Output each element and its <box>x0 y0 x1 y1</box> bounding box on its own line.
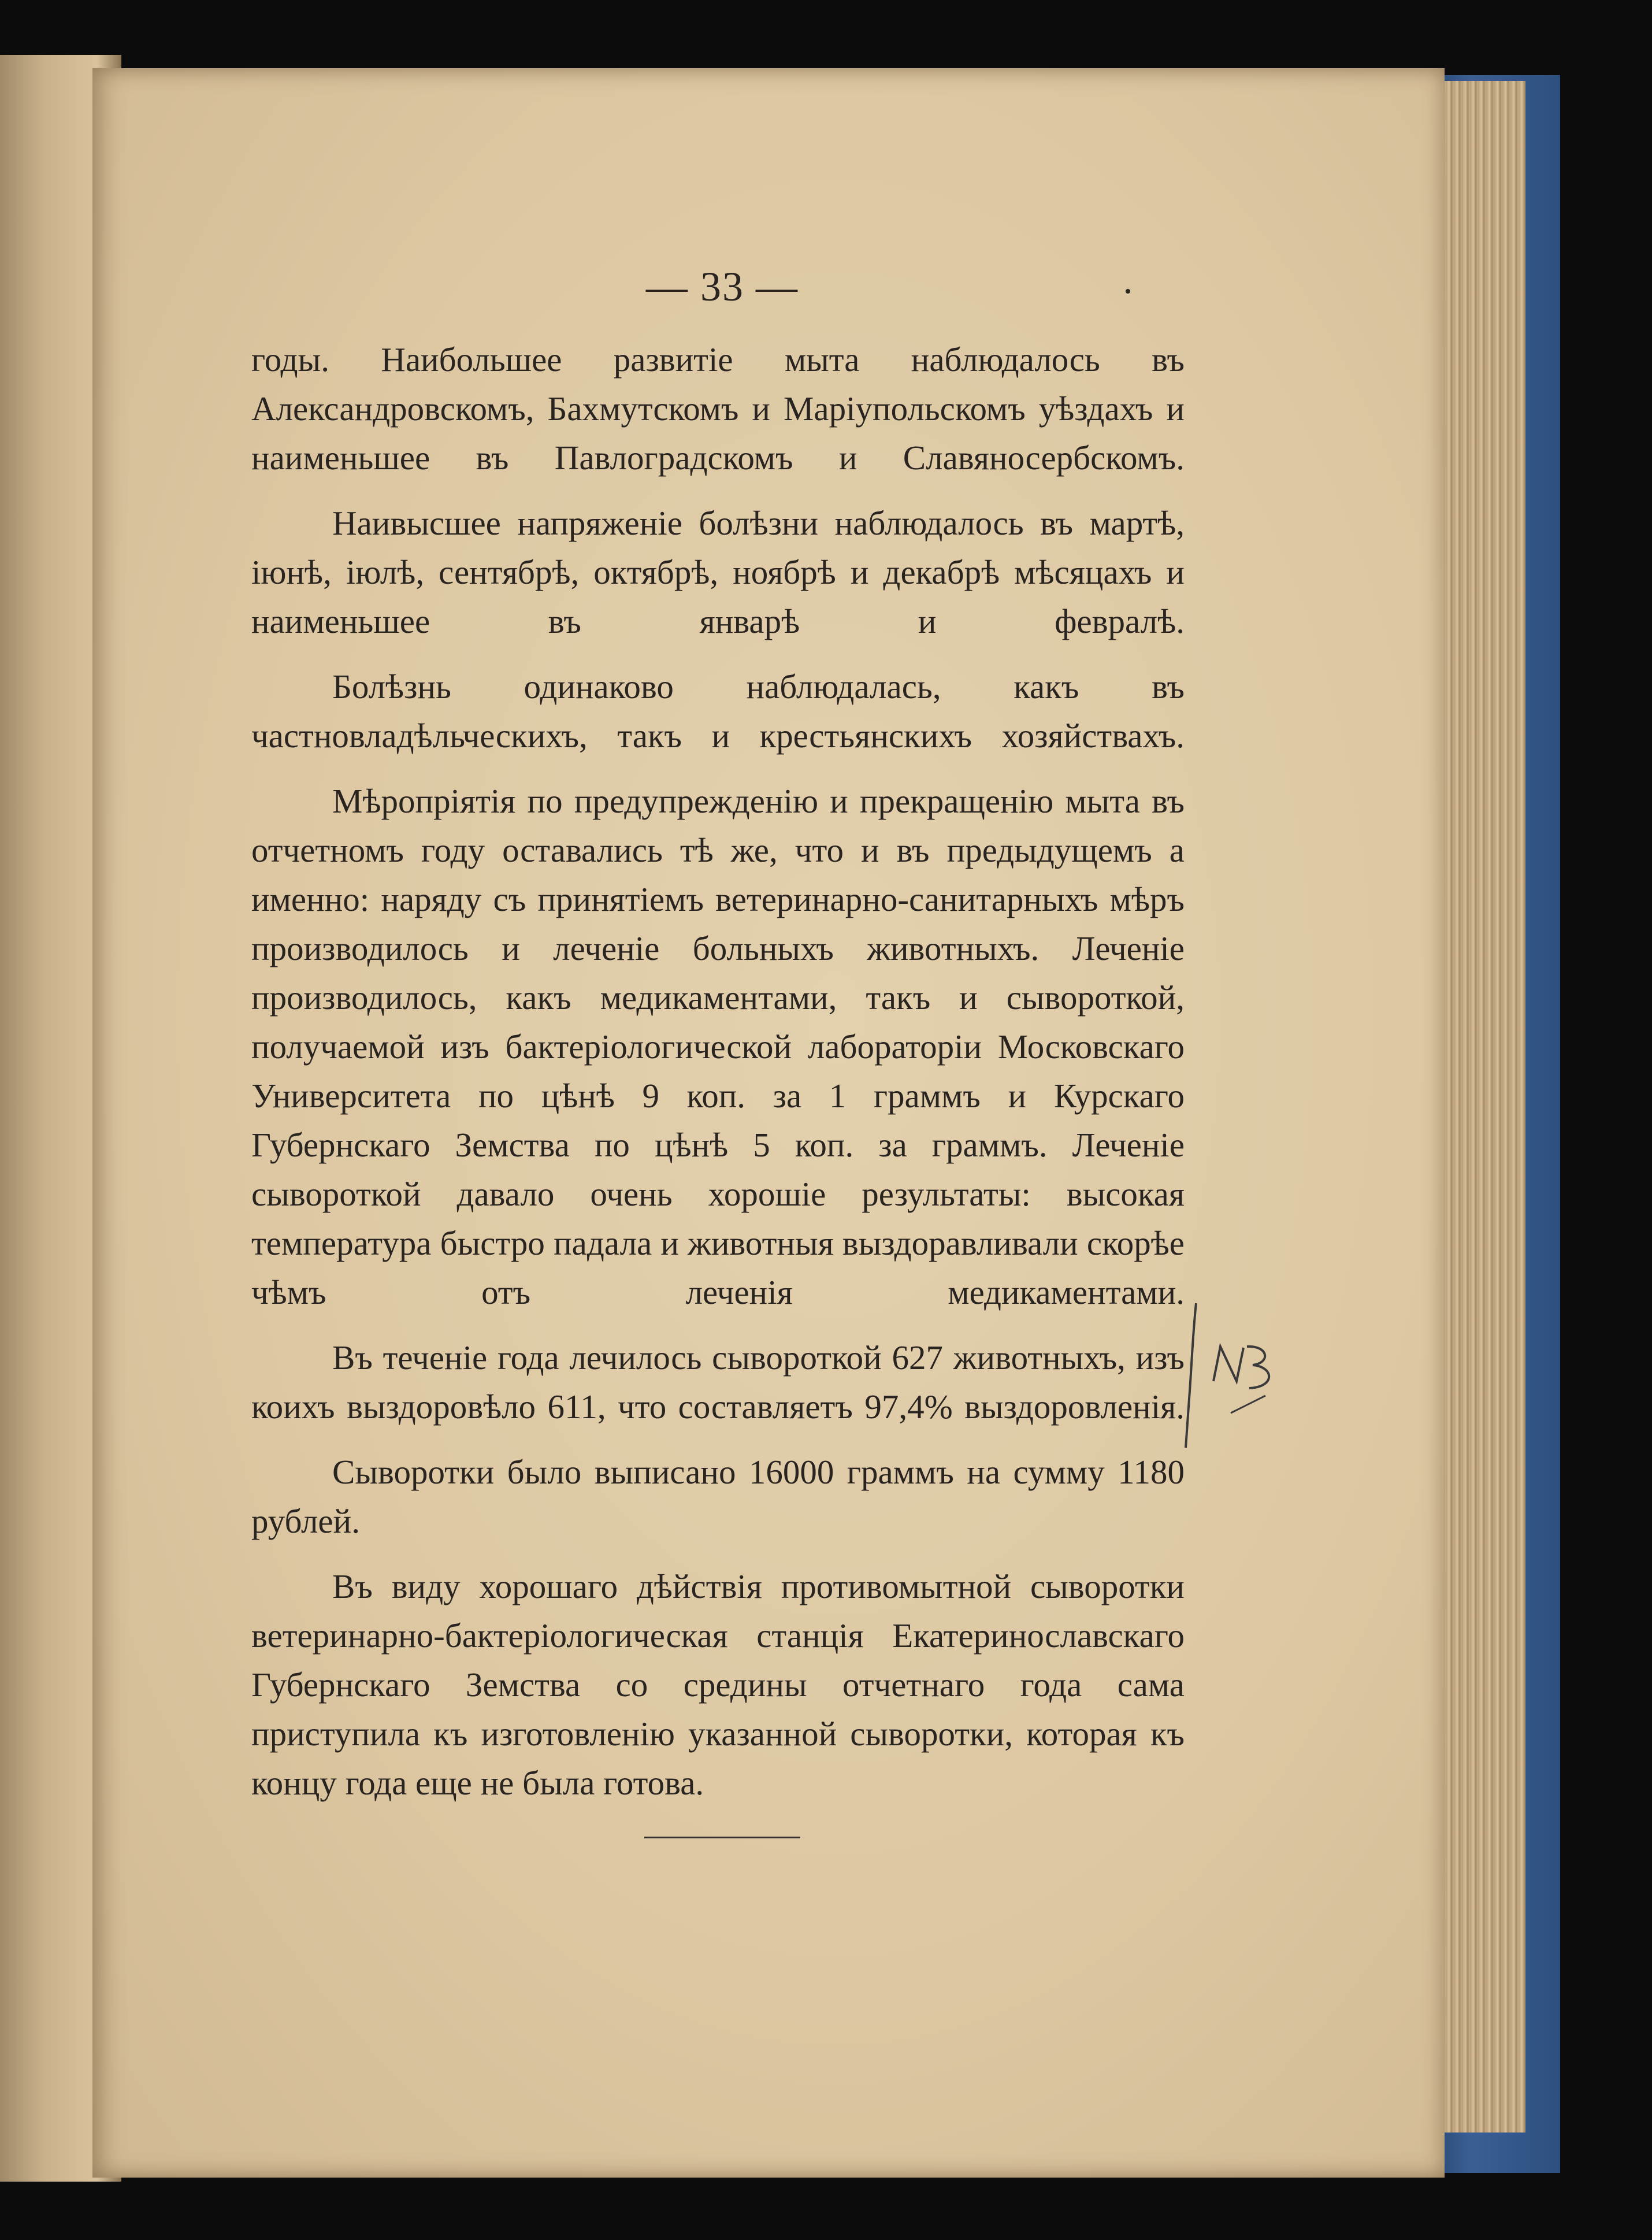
body-text <box>251 335 1185 1824</box>
paragraph-3: Болѣзнь одинаково наблюдалась, какъ въ частновладѣльческихъ, такъ и крестьянскихъ хозяйствахъ. <box>251 667 1185 755</box>
end-rule <box>644 1837 800 1838</box>
margin-annotation-nb <box>1179 1300 1323 1451</box>
paragraph-6: Сыворотки было выписано 16000 граммъ на сумму 1180 рублей. <box>251 1453 1185 1540</box>
paragraph-5: Въ теченіе года лечилось сывороткой 627 животныхъ, изъ коихъ выздоровѣло 611, что составляетъ 97,4% выздоровленія. <box>251 1338 1185 1426</box>
paragraph-1: годы. Наибольшее развитіе мыта наблюдалось въ Александровскомъ, Бахмутскомъ и Маріупольскомъ уѣздахъ и наименьшее въ Павлоградскомъ и Славяносербскомъ. <box>251 340 1185 477</box>
ink-dot <box>1126 289 1130 294</box>
page-number: — 33 — <box>646 264 799 310</box>
paragraph-2: Наивысшее напряженіе болѣзни наблюдалось въ мартѣ, іюнѣ, іюлѣ, сентябрѣ, октябрѣ, ноябрѣ и декабрѣ мѣсяцахъ и наименьшее въ январѣ и февралѣ. <box>251 504 1185 640</box>
paragraph-7: Въ виду хорошаго дѣйствія противомытной сыворотки ветеринарно-бактеріологическая станція Екатеринославскаго Губернскаго Земства со средины отчетнаго года сама приступила къ изготовленію указанной сыворотки, которая къ концу года еще не была готова. <box>251 1567 1185 1802</box>
paragraph-4: Мѣропріятія по предупрежденію и прекращенію мыта въ отчетномъ году оставались тѣ же, что и въ предыдущемъ а именно: наряду съ принятіемъ ветеринарно-санитарныхъ мѣръ производилось и леченіе больныхъ животныхъ. Леченіе производилось, какъ медикаментами, такъ и сывороткой, получаемой изъ бактеріологической лабораторіи Московскаго Университета по цѣнѣ 9 коп. за 1 граммъ и Курскаго Губернскаго Земства по цѣнѣ 5 коп. за граммъ. Леченіе сывороткой давало очень хорошіе результаты: высокая температура быстро падала и животныя выздоравливали скорѣе чѣмъ отъ леченія медикаментами. <box>251 782 1185 1311</box>
